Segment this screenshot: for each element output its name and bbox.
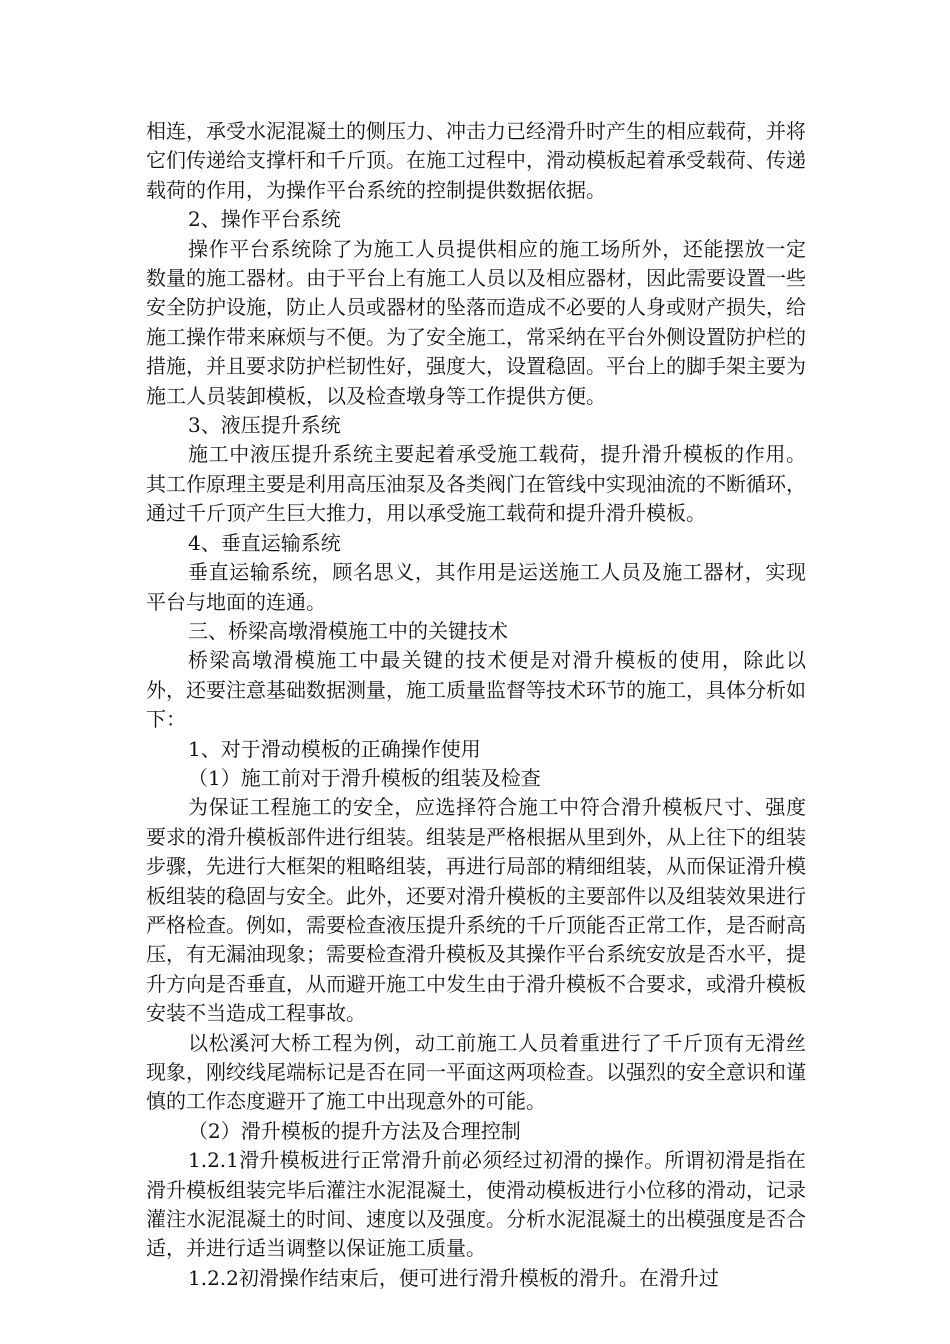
paragraph-key-technology: 桥梁高墩滑模施工中最关键的技术便是对滑升模板的使用，除此以外，还要注意基础数据测量，施工质量监督等技术环节的施工，具体分析如下：	[146, 648, 806, 732]
subsection-heading-assembly-inspection: （1）施工前对于滑升模板的组装及检查	[188, 765, 541, 790]
subsection-heading-lift-method: （2）滑升模板的提升方法及合理控制	[188, 1118, 521, 1143]
section-heading-hydraulic-lift: 3、液压提升系统	[188, 413, 341, 438]
paragraph-slide-lift: 1.2.2初滑操作结束后，便可进行滑升模板的滑升。在滑升过	[188, 1265, 719, 1290]
document-body	[146, 117, 806, 1293]
paragraph-assembly-inspection: 为保证工程施工的安全，应选择符合施工中符合滑升模板尺寸、强度要求的滑升模板部件进行组装。组装是严格根据从里到外，从上往下的组装步骤，先进行大框架的粗略组装，再进行局部的精细组装，从而保证滑升模板组装的稳固与安全。此外，还要对滑升模板的主要部件以及组装效果进行严格检查。例如，需要检查液压提升系统的千斤顶能否正常工作，是否耐高压，有无漏油现象；需要检查滑升模板及其操作平台系统安放是否水平，提升方向是否垂直，从而避开施工中发生由于滑升模板不合要求，或滑升模板安装不当造成工程事故。	[146, 795, 806, 1026]
paragraph-operating-platform: 操作平台系统除了为施工人员提供相应的施工场所外，还能摆放一定数量的施工器材。由于平台上有施工人员以及相应器材，因此需要设置一些安全防护设施，防止人员或器材的坠落而造成不必要的人身或财产损失，给施工操作带来麻烦与不便。为了安全施工，常采纳在平台外侧设置防护栏的措施，并且要求防护栏韧性好，强度大，设置稳固。平台上的脚手架主要为施工人员装卸模板，以及检查墩身等工作提供方便。	[146, 236, 806, 408]
paragraph-initial-slide: 1.2.1滑升模板进行正常滑升前必须经过初滑的操作。所谓初滑是指在滑升模板组装完毕后灌注水泥混凝土，使滑动模板进行小位移的滑动，记录灌注水泥混凝土的时间、速度以及强度。分析水泥混凝土的出模强度是否合适，并进行适当调整以保证施工质量。	[146, 1148, 806, 1261]
section-heading-operating-platform: 2、操作平台系统	[188, 207, 341, 232]
paragraph-vertical-transport: 垂直运输系统，顾名思义，其作用是运送施工人员及施工器材，实现平台与地面的连通。	[146, 560, 806, 614]
paragraph-continuation: 相连，承受水泥混凝土的侧压力、冲击力已经滑升时产生的相应载荷，并将它们传递给支撑杆和千斤顶。在施工过程中，滑动模板起着承受载荷、传递载荷的作用，为操作平台系统的控制提供数据依据。	[146, 119, 806, 202]
section-heading-key-technology: 三、桥梁高墩滑模施工中的关键技术	[188, 618, 508, 643]
section-heading-vertical-transport: 4、垂直运输系统	[188, 530, 341, 555]
subsection-heading-slide-form-usage: 1、对于滑动模板的正确操作使用	[188, 736, 481, 761]
paragraph-hydraulic-lift: 施工中液压提升系统主要起着承受施工载荷，提升滑升模板的作用。其工作原理主要是利用高压油泵及各类阀门在管线中实现油流的不断循环，通过千斤顶产生巨大推力，用以承受施工载荷和提升滑升模板。	[146, 442, 806, 526]
paragraph-songxi-example: 以松溪河大桥工程为例，动工前施工人员着重进行了千斤顶有无滑丝现象，刚绞线尾端标记是否在同一平面这两项检查。以强烈的安全意识和谨慎的工作态度避开了施工中出现意外的可能。	[146, 1030, 806, 1114]
